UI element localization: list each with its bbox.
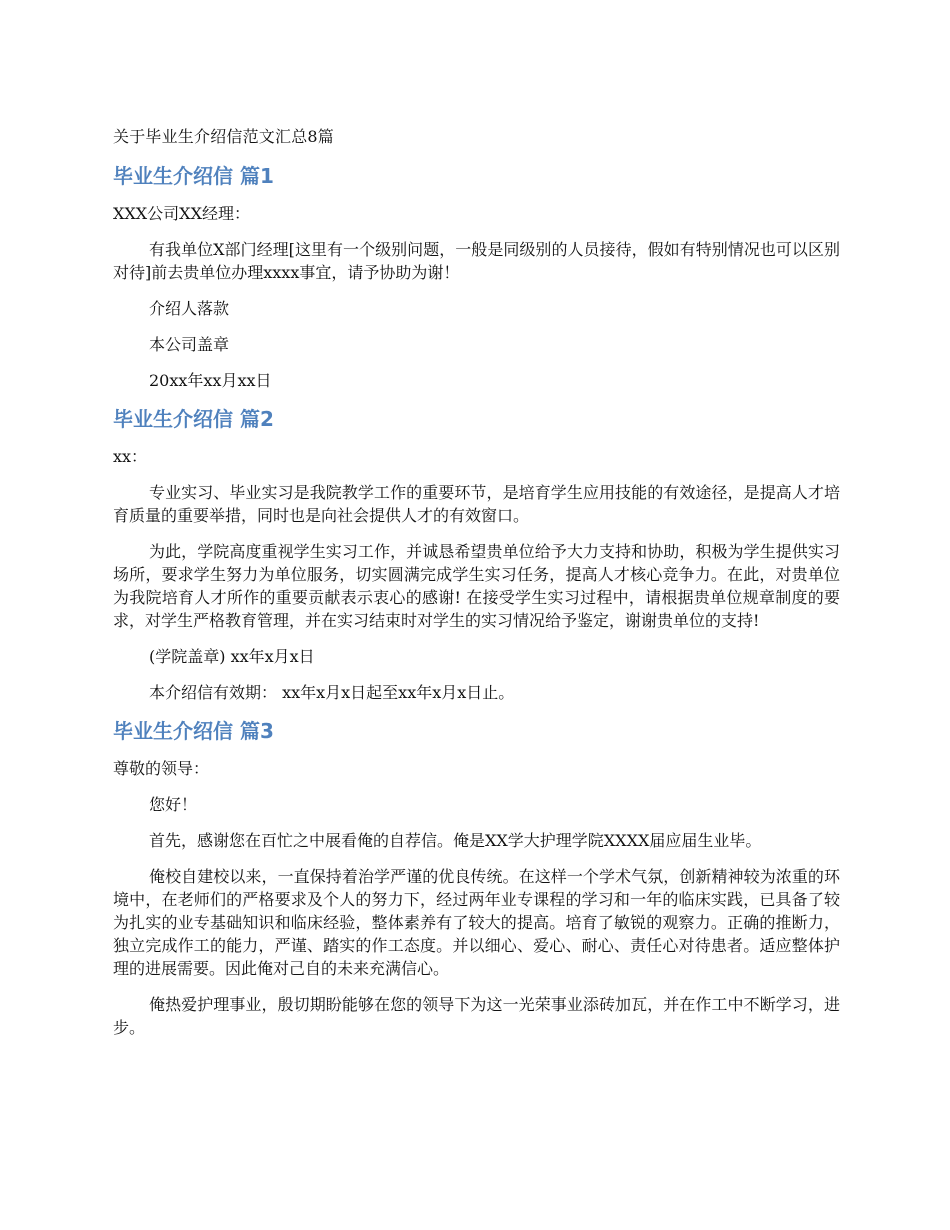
salutation: 尊敬的领导： [113, 759, 210, 778]
section-heading: 毕业生介绍信 篇2 [113, 407, 274, 431]
salutation: xx： [113, 447, 148, 466]
document-page [113, 124, 840, 1052]
body-paragraph: 俺校自建校以来，一直保持着治学严谨的优良传统。在这样一个学术气氛，创新精神较为浓重的环境中，在老师们的严格要求及个人的努力下，经过两年业专课程的学习和一年的临床实践，已具备了较为扎实的业专基础知识和临床经验，整体素养有了较大的提高。培育了敏锐的观察力。正确的推断力，独立完成作工的能力，严谨、踏实的作工态度。并以细心、爱心、耐心、责任心对待患者。适应整体护理的进展需要。因此俺对己自的未来充满信心。 [113, 867, 840, 978]
date-line: 20xx年xx月xx日 [149, 371, 272, 390]
body-paragraph: 俺热爱护理事业，殷切期盼能够在您的领导下为这一光荣事业添砖加瓦，并在作工中不断学习，进步。 [113, 995, 840, 1037]
body-paragraph: 为此，学院高度重视学生实习工作，并诚恳希望贵单位给予大力支持和协助，积极为学生提供实习场所，要求学生努力为单位服务，切实圆满完成学生实习任务，提高人才核心竞争力。在此，对贵单位为我院培育人才所作的重要贡献表示衷心的感谢! 在接受学生实习过程中，请根据贵单位规章制度的要求，对学生严格教育管理，并在实习结束时对学生的实习情况给予鉴定，谢谢贵单位的支持! [113, 542, 840, 630]
section-heading: 毕业生介绍信 篇3 [113, 719, 274, 743]
salutation: XXX公司XX经理： [113, 204, 250, 223]
stamp-line: 本公司盖章 [149, 335, 230, 354]
body-paragraph: 有我单位X部门经理[这里有一个级别问题，一般是同级别的人员接待，假如有特别情况也可以区别对待]前去贵单位办理xxxx事宜，请予协助为谢！ [113, 240, 840, 282]
section-heading: 毕业生介绍信 篇1 [113, 164, 274, 188]
section-3 [113, 717, 840, 1039]
stamp-date-line: (学院盖章) xx年x月x日 [149, 647, 315, 666]
validity-line: 本介绍信有效期： xx年x月x日起至xx年x月x日止。 [149, 683, 515, 702]
body-paragraph: 首先，感谢您在百忙之中展看俺的自荐信。俺是XX学大护理学院XXXX届应届生业毕。 [149, 831, 762, 850]
section-1 [113, 162, 840, 392]
greeting-line: 您好！ [149, 795, 198, 814]
section-2 [113, 405, 840, 704]
signature-line: 介绍人落款 [149, 299, 230, 318]
body-paragraph: 专业实习、毕业实习是我院教学工作的重要环节，是培育学生应用技能的有效途径，是提高人才培育质量的重要举措，同时也是向社会提供人才的有效窗口。 [113, 483, 840, 525]
document-title: 关于毕业生介绍信范文汇总8篇 [113, 127, 334, 146]
